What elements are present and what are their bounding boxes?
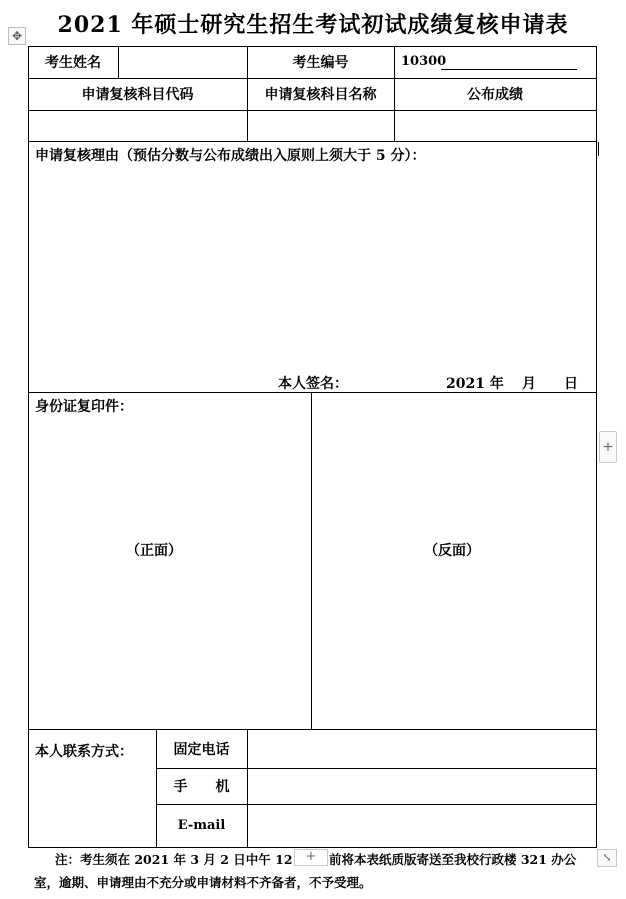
candidate-id-prefix: 10300 <box>401 54 447 69</box>
mobile-field[interactable] <box>247 768 596 804</box>
subject-name-field[interactable] <box>247 110 394 141</box>
add-row-icon[interactable]: + <box>294 849 328 866</box>
landline-field[interactable] <box>247 729 596 768</box>
subject-code-field[interactable] <box>28 110 247 141</box>
signature-day: 日 <box>564 376 578 392</box>
id-back-label: （反面） <box>424 543 480 559</box>
move-icon[interactable]: ✥ <box>8 27 26 45</box>
landline-label: 固定电话 <box>173 741 230 758</box>
id-copy-label: 身份证复印件： <box>35 399 133 415</box>
add-column-icon[interactable]: + <box>599 431 617 463</box>
note-line1-cont: 前将本表纸质版寄送至我校行政楼 321 办公 <box>329 852 577 867</box>
published-score-field[interactable] <box>394 110 596 141</box>
text-cursor <box>598 142 599 156</box>
mobile-label: 手 机 <box>173 779 230 795</box>
note-line2: 室，逾期、申请理由不充分或申请材料不齐备者，不予受理。 <box>34 875 372 890</box>
reason-label: 申请复核理由（预估分数与公布成绩出入原则上须大于 5 分）： <box>35 148 426 164</box>
published-score-label: 公布成绩 <box>467 87 523 103</box>
contact-label: 本人联系方式： <box>35 744 133 760</box>
id-front-label: （正面） <box>126 543 182 559</box>
email-label: E-mail <box>177 818 226 833</box>
email-field[interactable] <box>247 804 596 847</box>
subject-name-label: 申请复核科目名称 <box>264 87 377 103</box>
subject-code-label: 申请复核科目代码 <box>81 87 194 103</box>
signature-month: 月 <box>522 376 536 392</box>
signature-label: 本人签名： <box>278 376 348 392</box>
name-label: 考生姓名 <box>45 55 101 71</box>
resize-icon[interactable]: ⤡ <box>597 849 617 867</box>
note-line1: 注：考生须在 2021 年 3 月 2 日中午 12 <box>55 852 293 867</box>
signature-year: 2021 年 <box>446 376 504 392</box>
reason-field[interactable] <box>29 162 596 367</box>
page-title: 2021 年硕士研究生招生考试初试成绩复核申请表 <box>57 12 569 38</box>
candidate-id-field[interactable] <box>441 69 577 70</box>
candidate-id-label: 考生编号 <box>292 55 349 71</box>
name-field[interactable] <box>118 46 247 78</box>
